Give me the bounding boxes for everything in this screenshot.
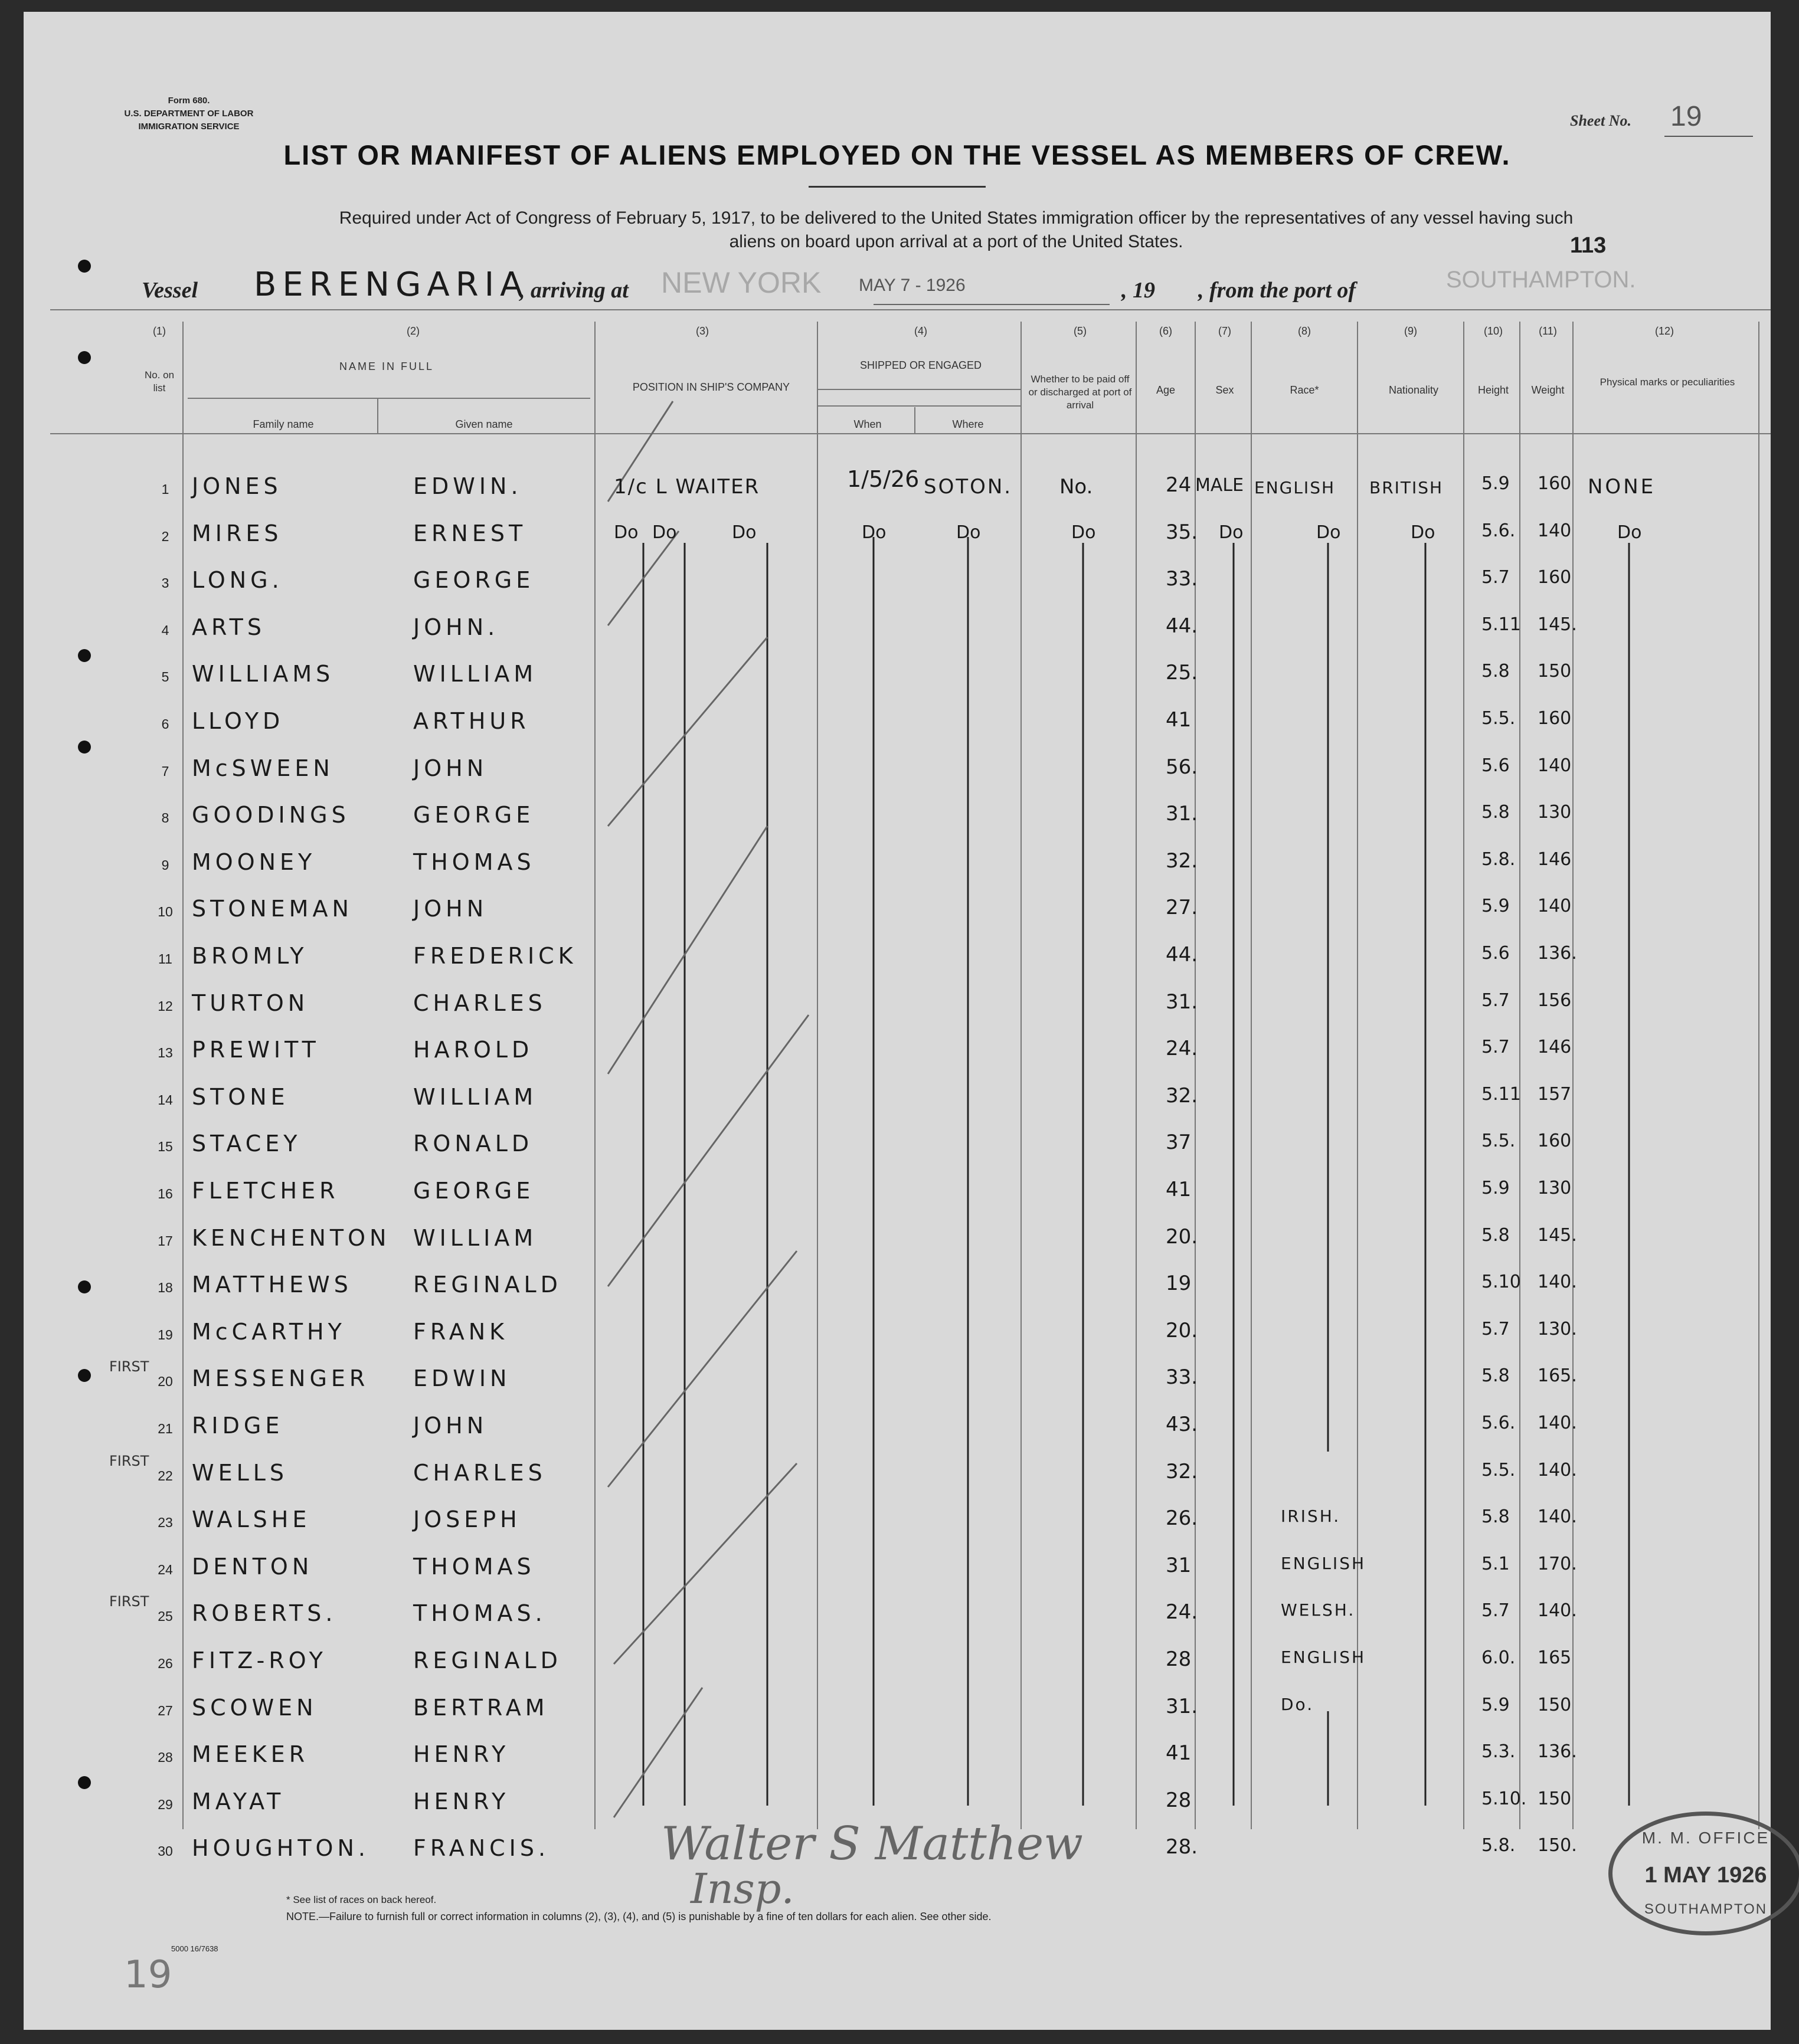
weight: 136. bbox=[1538, 943, 1577, 964]
weight: 146 bbox=[1538, 849, 1572, 870]
height: 5.5. bbox=[1481, 1131, 1516, 1152]
weight: 140 bbox=[1538, 896, 1572, 917]
stamp-date: 1 MAY 1926 bbox=[1644, 1863, 1767, 1888]
family-name: WALSHE bbox=[192, 1506, 311, 1533]
given-name: FREDERICK bbox=[413, 943, 577, 969]
weight: 140. bbox=[1538, 1272, 1577, 1293]
height: 5.8. bbox=[1481, 849, 1516, 870]
from-label: , from the port of bbox=[1198, 278, 1356, 303]
family-name: LLOYD bbox=[192, 708, 284, 734]
date-stamp: MAY 7 - 1926 bbox=[859, 276, 966, 295]
family-name: MIRES bbox=[192, 520, 283, 546]
stamp-bottom-text: SOUTHAMPTON bbox=[1644, 1901, 1768, 1917]
height: 5.11 bbox=[1481, 1083, 1521, 1105]
from-port: SOUTHAMPTON. bbox=[1446, 267, 1636, 293]
row1-sex: MALE bbox=[1195, 475, 1244, 496]
row2-sex-ditto: Do bbox=[1219, 522, 1244, 543]
row-number: 14 bbox=[158, 1092, 173, 1108]
col-when: When bbox=[853, 418, 882, 430]
height: 5.7 bbox=[1481, 1318, 1510, 1339]
family-name: McSWEEN bbox=[192, 755, 334, 781]
given-name: THOMAS bbox=[413, 1553, 535, 1580]
weight: 130 bbox=[1538, 1178, 1572, 1198]
age: 44. bbox=[1166, 614, 1198, 638]
col-weight: Weight bbox=[1531, 384, 1565, 396]
first-class-mark: FIRST bbox=[109, 1358, 149, 1375]
height: 5.3. bbox=[1481, 1741, 1516, 1763]
height: 5.7 bbox=[1481, 990, 1510, 1011]
given-name: CHARLES bbox=[413, 1459, 547, 1486]
row-number: 15 bbox=[158, 1139, 173, 1155]
height: 5.10 bbox=[1481, 1272, 1521, 1293]
row-number: 16 bbox=[158, 1186, 173, 1201]
given-name: HENRY bbox=[413, 1788, 510, 1814]
given-name: JOHN. bbox=[413, 614, 499, 640]
family-name: MAYAT bbox=[192, 1788, 285, 1814]
age: 24 bbox=[1166, 473, 1192, 497]
weight: 136. bbox=[1538, 1741, 1577, 1763]
row-number: 4 bbox=[161, 622, 169, 638]
weight: 165. bbox=[1538, 1365, 1577, 1387]
age: 41 bbox=[1166, 1178, 1192, 1201]
age: 20. bbox=[1166, 1224, 1198, 1249]
family-name: TURTON bbox=[192, 990, 309, 1016]
age: 27. bbox=[1166, 896, 1198, 920]
col-4-num: (4) bbox=[914, 325, 927, 337]
age: 24. bbox=[1166, 1037, 1198, 1061]
col-age: Age bbox=[1156, 384, 1176, 396]
family-name: WILLIAMS bbox=[192, 661, 335, 687]
row2-when-ditto: Do bbox=[862, 522, 887, 543]
row1-paid: No. bbox=[1059, 475, 1093, 499]
col-6-num: (6) bbox=[1159, 325, 1172, 337]
row-number: 11 bbox=[158, 951, 172, 967]
col-9-num: (9) bbox=[1404, 325, 1417, 337]
row-number: 5 bbox=[161, 669, 169, 685]
given-name: JOSEPH bbox=[413, 1506, 521, 1533]
family-name: DENTON bbox=[192, 1553, 313, 1580]
height: 5.6. bbox=[1481, 1413, 1516, 1433]
height: 5.8 bbox=[1481, 1365, 1510, 1387]
manifest-sheet bbox=[24, 12, 1771, 2030]
race: IRISH. bbox=[1281, 1506, 1341, 1527]
document-title: LIST OR MANIFEST OF ALIENS EMPLOYED ON THE VESSEL AS MEMBERS OF CREW. bbox=[283, 139, 1511, 171]
col-paid-off: Whether to be paid off or discharged at port of arrival bbox=[1028, 374, 1132, 411]
row-number: 3 bbox=[161, 575, 169, 591]
printer-mark: 5000 16/7638 bbox=[171, 1944, 218, 1953]
col-name-in-full: NAME IN FULL bbox=[339, 361, 434, 372]
race: Do. bbox=[1281, 1694, 1314, 1714]
weight: 140 bbox=[1538, 520, 1572, 541]
weight: 160 bbox=[1538, 473, 1572, 494]
col-11-num: (11) bbox=[1539, 325, 1557, 337]
col-5-num: (5) bbox=[1074, 325, 1087, 337]
weight: 140. bbox=[1538, 1506, 1577, 1528]
weight: 130. bbox=[1538, 1318, 1577, 1339]
family-name: STONE bbox=[192, 1083, 289, 1110]
given-name: FRANK bbox=[413, 1318, 509, 1345]
weight: 160 bbox=[1538, 567, 1572, 588]
height: 5.6. bbox=[1481, 520, 1516, 541]
col-10-num: (10) bbox=[1483, 325, 1503, 337]
col-7-num: (7) bbox=[1218, 325, 1231, 337]
age: 33. bbox=[1166, 567, 1198, 591]
age: 41 bbox=[1166, 1741, 1192, 1765]
row2-nationality-ditto: Do bbox=[1411, 522, 1435, 543]
corner-sheet-number: 19 bbox=[124, 1953, 172, 1997]
height: 5.9 bbox=[1481, 896, 1510, 917]
height: 5.5. bbox=[1481, 1459, 1516, 1480]
weight: 160 bbox=[1538, 708, 1572, 729]
given-name: ARTHUR bbox=[413, 708, 530, 734]
weight: 150 bbox=[1538, 1694, 1572, 1715]
age: 32. bbox=[1166, 1083, 1198, 1108]
age: 32. bbox=[1166, 849, 1198, 873]
height: 5.10. bbox=[1481, 1788, 1527, 1809]
age: 25. bbox=[1166, 661, 1198, 685]
family-name: LONG. bbox=[192, 567, 283, 594]
given-name: ERNEST bbox=[413, 520, 527, 546]
given-name: EDWIN. bbox=[413, 473, 522, 499]
height: 5.8 bbox=[1481, 1224, 1510, 1246]
row-number: 28 bbox=[158, 1750, 173, 1765]
first-class-mark: FIRST bbox=[109, 1593, 149, 1610]
weight: 145. bbox=[1538, 1224, 1577, 1246]
family-name: McCARTHY bbox=[192, 1318, 346, 1345]
given-name: WILLIAM bbox=[413, 1083, 538, 1110]
height: 5.8 bbox=[1481, 802, 1510, 823]
family-name: GOODINGS bbox=[192, 802, 350, 828]
given-name: JOHN bbox=[413, 1413, 488, 1439]
age: 31. bbox=[1166, 990, 1198, 1014]
family-name: PREWITT bbox=[192, 1037, 320, 1063]
given-name: REGINALD bbox=[413, 1647, 562, 1673]
row1-marks: NONE bbox=[1588, 475, 1656, 499]
col-family-name: Family name bbox=[253, 418, 314, 430]
weight: 170. bbox=[1538, 1553, 1577, 1574]
age: 37 bbox=[1166, 1131, 1192, 1155]
age: 35. bbox=[1166, 520, 1198, 544]
row-number: 18 bbox=[158, 1280, 173, 1296]
sheet-number-label: Sheet No. bbox=[1570, 112, 1631, 129]
col-shipped: SHIPPED OR ENGAGED bbox=[859, 359, 982, 371]
family-name: MOONEY bbox=[192, 849, 316, 875]
age: 20. bbox=[1166, 1318, 1198, 1342]
service: IMMIGRATION SERVICE bbox=[138, 122, 240, 132]
given-name: BERTRAM bbox=[413, 1694, 549, 1721]
row1-race: ENGLISH bbox=[1254, 478, 1336, 497]
col-where: Where bbox=[952, 418, 984, 430]
height: 5.6 bbox=[1481, 755, 1510, 776]
family-name: ROBERTS. bbox=[192, 1600, 337, 1627]
subtitle-line-1: Required under Act of Congress of February 5, 1917, to be delivered to the United States immigration officer by the representatives of any vessel having such bbox=[339, 208, 1574, 228]
height: 5.6 bbox=[1481, 943, 1510, 964]
height: 5.9 bbox=[1481, 1694, 1510, 1715]
row-number: 23 bbox=[158, 1515, 173, 1531]
family-name: STACEY bbox=[192, 1131, 302, 1157]
family-name: KENCHENTON bbox=[192, 1224, 391, 1251]
first-class-mark: FIRST bbox=[109, 1452, 149, 1469]
col-8-num: (8) bbox=[1298, 325, 1311, 337]
weight: 165 bbox=[1538, 1647, 1572, 1668]
height: 5.11 bbox=[1481, 614, 1521, 635]
row2-position-ditto: Do bbox=[732, 522, 757, 543]
col-3-num: (3) bbox=[696, 325, 709, 337]
row-number: 2 bbox=[161, 528, 169, 544]
table-grid bbox=[24, 12, 1771, 2030]
given-name: THOMAS bbox=[413, 849, 535, 875]
row-number: 13 bbox=[158, 1045, 173, 1061]
sheet-number-value: 19 bbox=[1670, 101, 1702, 132]
height: 5.7 bbox=[1481, 1037, 1510, 1058]
weight: 130 bbox=[1538, 802, 1572, 823]
weight: 140. bbox=[1538, 1459, 1577, 1480]
given-name: THOMAS. bbox=[413, 1600, 547, 1627]
given-name: WILLIAM bbox=[413, 1224, 538, 1251]
age: 33. bbox=[1166, 1365, 1198, 1390]
col-race: Race* bbox=[1290, 384, 1319, 396]
given-name: WILLIAM bbox=[413, 661, 538, 687]
age: 28 bbox=[1166, 1788, 1192, 1812]
family-name: SCOWEN bbox=[192, 1694, 318, 1721]
family-name: WELLS bbox=[192, 1459, 289, 1486]
height: 5.8 bbox=[1481, 661, 1510, 682]
family-name: FITZ-ROY bbox=[192, 1647, 327, 1673]
given-name: EDWIN bbox=[413, 1365, 511, 1392]
stamp-top-text: M. M. OFFICE bbox=[1641, 1829, 1770, 1847]
family-name: RIDGE bbox=[192, 1413, 284, 1439]
height: 5.1 bbox=[1481, 1553, 1510, 1574]
row2-paid-ditto: Do bbox=[1071, 522, 1096, 543]
year-label: , 19 bbox=[1121, 278, 1155, 303]
row-number: 30 bbox=[158, 1843, 173, 1859]
row-number: 10 bbox=[158, 904, 173, 920]
height: 5.7 bbox=[1481, 567, 1510, 588]
race: ENGLISH bbox=[1281, 1553, 1366, 1573]
height: 5.9 bbox=[1481, 1178, 1510, 1198]
weight: 140 bbox=[1538, 755, 1572, 776]
col-marks: Physical marks or peculiarities bbox=[1600, 376, 1735, 388]
row1-nationality: BRITISH bbox=[1369, 478, 1444, 497]
weight: 150 bbox=[1538, 661, 1572, 682]
arriving-port: NEW YORK bbox=[661, 266, 822, 299]
inspector-signature: Walter S Matthew bbox=[661, 1817, 1083, 1871]
age: 26. bbox=[1166, 1506, 1198, 1531]
row2-marks-ditto: Do bbox=[1617, 522, 1642, 543]
weight: 140. bbox=[1538, 1413, 1577, 1433]
row-number: 8 bbox=[161, 810, 169, 826]
age: 28. bbox=[1166, 1835, 1198, 1859]
vessel-name: BERENGARIA bbox=[254, 266, 529, 304]
row-number: 24 bbox=[158, 1561, 173, 1577]
family-name: MATTHEWS bbox=[192, 1272, 352, 1298]
weight: 140. bbox=[1538, 1600, 1577, 1622]
age: 24. bbox=[1166, 1600, 1198, 1624]
page-number: 113 bbox=[1570, 233, 1607, 258]
row-number: 26 bbox=[158, 1656, 173, 1671]
row-number: 6 bbox=[161, 716, 169, 732]
age: 31 bbox=[1166, 1553, 1192, 1577]
given-name: JOHN bbox=[413, 896, 488, 922]
weight: 157 bbox=[1538, 1083, 1572, 1105]
given-name: JOHN bbox=[413, 755, 488, 781]
age: 56. bbox=[1166, 755, 1198, 779]
weight: 160 bbox=[1538, 1131, 1572, 1152]
weight: 145. bbox=[1538, 614, 1577, 635]
row-number: 19 bbox=[158, 1326, 173, 1342]
vessel-label: Vessel bbox=[142, 278, 198, 303]
given-name: GEORGE bbox=[413, 567, 535, 594]
row-number: 7 bbox=[161, 763, 169, 779]
age: 41 bbox=[1166, 708, 1192, 732]
col-given-name: Given name bbox=[455, 418, 513, 430]
height: 5.8. bbox=[1481, 1835, 1516, 1856]
given-name: GEORGE bbox=[413, 1178, 535, 1204]
given-name: GEORGE bbox=[413, 802, 535, 828]
col-position: POSITION IN SHIP'S COMPANY bbox=[632, 381, 790, 393]
col-2-num: (2) bbox=[407, 325, 420, 337]
arriving-label: , arriving at bbox=[519, 278, 629, 303]
row1-where: SOTON. bbox=[924, 475, 1013, 499]
family-name: ARTS bbox=[192, 614, 266, 640]
weight: 150. bbox=[1538, 1835, 1577, 1856]
row1-position: 1/c L WAITER bbox=[614, 475, 760, 499]
footnote-races: * See list of races on back hereof. bbox=[286, 1894, 437, 1905]
row-number: 12 bbox=[158, 998, 173, 1014]
given-name: REGINALD bbox=[413, 1272, 562, 1298]
subtitle-line-2: aliens on board upon arrival at a port of the United States. bbox=[729, 232, 1183, 251]
row-number: 20 bbox=[158, 1374, 173, 1390]
given-name: HENRY bbox=[413, 1741, 510, 1768]
col-12-num: (12) bbox=[1654, 325, 1674, 337]
age: 44. bbox=[1166, 943, 1198, 967]
row2-where-ditto: Do bbox=[956, 522, 981, 543]
row-number: 1 bbox=[161, 481, 169, 497]
mm-office-stamp bbox=[1608, 1812, 1799, 1935]
given-name: HAROLD bbox=[413, 1037, 534, 1063]
row-number: 29 bbox=[158, 1796, 173, 1812]
given-name: CHARLES bbox=[413, 990, 547, 1016]
row1-when: 1/5/26 bbox=[847, 466, 920, 492]
weight: 146 bbox=[1538, 1037, 1572, 1058]
height: 5.9 bbox=[1481, 473, 1510, 494]
weight: 156 bbox=[1538, 990, 1572, 1011]
footnote-penalty: NOTE.—Failure to furnish full or correct information in columns (2), (3), (4), and (5) is punishable by a fine of ten dollars for each alien. See other side. bbox=[286, 1911, 992, 1922]
age: 31. bbox=[1166, 1694, 1198, 1718]
row-number: 27 bbox=[158, 1702, 173, 1718]
age: 19 bbox=[1166, 1272, 1192, 1296]
row-number: 21 bbox=[158, 1421, 173, 1436]
col-nationality: Nationality bbox=[1388, 384, 1439, 396]
family-name: JONES bbox=[192, 473, 282, 499]
row2-position-ditto: Do bbox=[614, 522, 639, 543]
family-name: BROMLY bbox=[192, 943, 308, 969]
age: 43. bbox=[1166, 1413, 1198, 1436]
col-no-on-list: No. on list bbox=[144, 369, 175, 394]
height: 6.0. bbox=[1481, 1647, 1516, 1668]
age: 31. bbox=[1166, 802, 1198, 826]
col-height: Height bbox=[1477, 384, 1509, 396]
age: 28 bbox=[1166, 1647, 1192, 1671]
row2-race-ditto: Do bbox=[1316, 522, 1341, 543]
inspector-title: Insp. bbox=[691, 1865, 794, 1913]
age: 32. bbox=[1166, 1459, 1198, 1483]
family-name: HOUGHTON. bbox=[192, 1835, 369, 1862]
department: U.S. DEPARTMENT OF LABOR bbox=[124, 109, 254, 119]
height: 5.8 bbox=[1481, 1506, 1510, 1528]
race: ENGLISH bbox=[1281, 1647, 1366, 1667]
form-number: Form 680. bbox=[168, 96, 210, 106]
row-number: 9 bbox=[161, 857, 169, 873]
family-name: MESSENGER bbox=[192, 1365, 369, 1392]
given-name: FRANCIS. bbox=[413, 1835, 550, 1862]
col-sex: Sex bbox=[1215, 384, 1234, 396]
height: 5.7 bbox=[1481, 1600, 1510, 1622]
family-name: MEEKER bbox=[192, 1741, 309, 1768]
race: WELSH. bbox=[1281, 1600, 1356, 1620]
height: 5.5. bbox=[1481, 708, 1516, 729]
col-1-num: (1) bbox=[153, 325, 166, 337]
given-name: RONALD bbox=[413, 1131, 534, 1157]
weight: 150 bbox=[1538, 1788, 1572, 1809]
row-number: 25 bbox=[158, 1609, 173, 1624]
family-name: STONEMAN bbox=[192, 896, 353, 922]
row2-position-ditto: Do bbox=[652, 522, 677, 543]
family-name: FLETCHER bbox=[192, 1178, 339, 1204]
row-number: 17 bbox=[158, 1233, 173, 1249]
row-number: 22 bbox=[158, 1468, 173, 1483]
